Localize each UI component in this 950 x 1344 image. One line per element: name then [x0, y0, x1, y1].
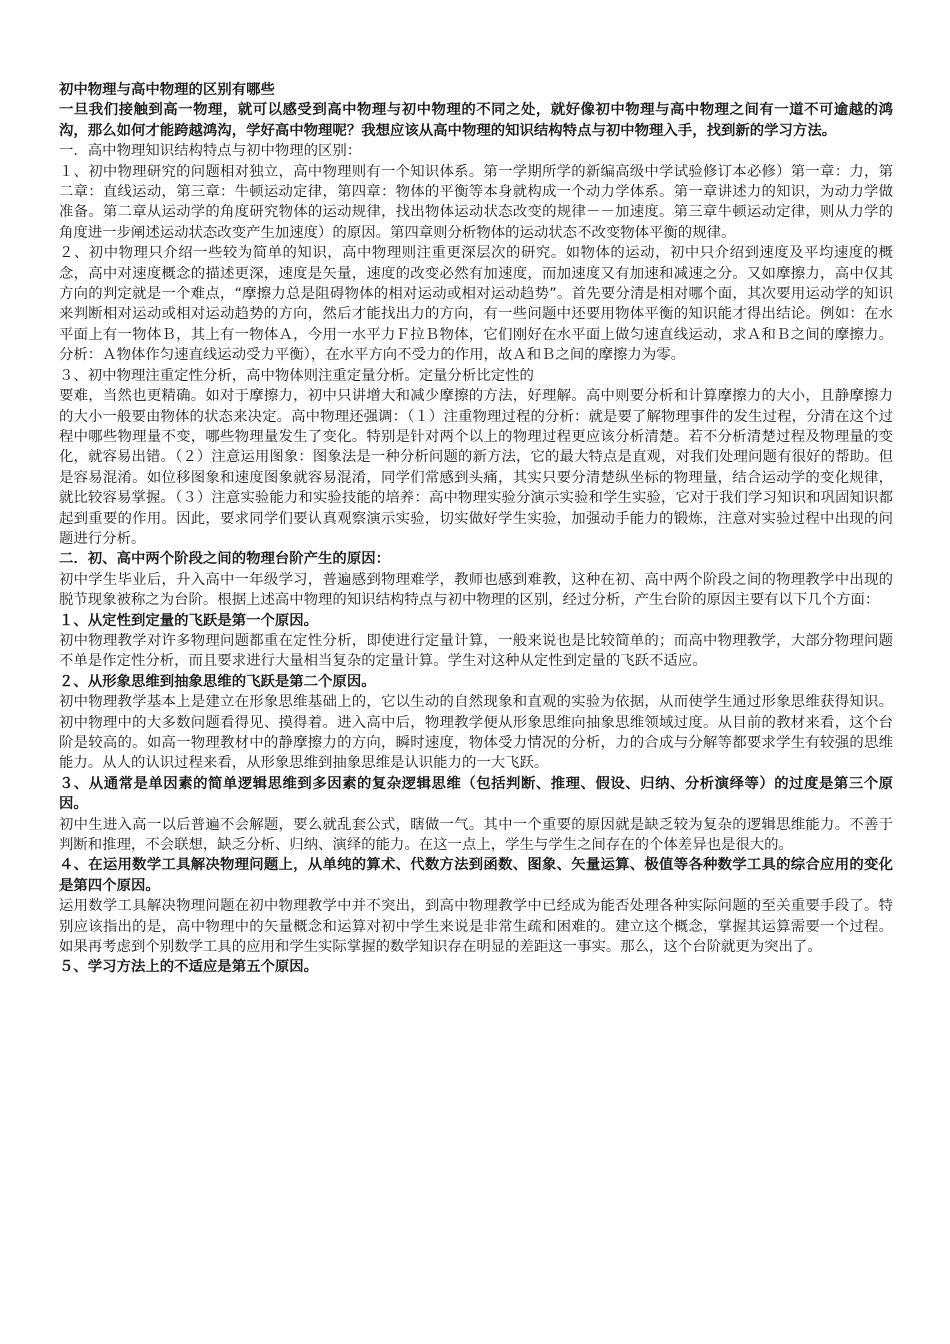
reason-2-heading: ２、从形象思维到抽象思维的飞跃是第二个原因。 — [59, 673, 376, 690]
reason-2-text: 初中物理教学基本上是建立在形象思维基础上的，它以生动的自然现象和直观的实验为依据，从而使学生通过形象思维获得知识。初中物理中的大多数问题看得见、摸得着。进入高中后，物理教学便从形象思维向抽象思维领域过度。从目前的教材来看，这个台阶是较高的。如高一物理教材中的静摩擦力的方向，瞬时速度，物体受力情况的分析，力的合成与分解等都要求学生有较强的思维能力。从人的认识过程来看，从形象思维到抽象思维是认识能力的一大飞跃。 — [59, 694, 893, 772]
reason-3-text: 初中生进入高一以后普遍不会解题，要么就乱套公式，瞎做一气。其中一个重要的原因就是缺乏较为复杂的逻辑思维能力。不善于判断和推理，不会联想，缺乏分析、归纳、演绎的能力。在这一点上，学生与学生之间存在的个体差异也是很大的。 — [59, 816, 893, 854]
section-1-point-1: １、初中物理研究的问题相对独立，高中物理则有一个知识体系。第一学期所学的新编高级中学试验修订本必修）第一章：力，第二章：直线运动，第三章：牛顿运动定律，第四章：物体的平衡等本身就构成一个动力学体系。第一章讲述力的知识，为动力学做准备。第二章从运动学的角度研究物体的运动规律，找出物体运动状态改变的规律－－加速度。第三章牛顿运动定律，则从力学的角度进一步阐述运动状态改变产生加速度）的原因。第四章则分析物体的运动状态不改变物体平衡的规律。 — [59, 163, 893, 241]
reason-1-text: 初中物理教学对许多物理问题都重在定性分析，即使进行定量计算，一般来说也是比较简单的；而高中物理教学，大部分物理问题不单是作定性分析，而且要求进行大量相当复杂的定量计算。学生对这种从定性到定量的飞跃不适应。 — [59, 632, 893, 670]
reason-3-heading: ３、从通常是单因素的简单逻辑思维到多因素的复杂逻辑思维（包括判断、推理、假设、归纳、分析演绎等）的过度是第三个原因。 — [59, 775, 893, 813]
section-1-point-3-lead: ３、初中物理注重定性分析，高中物体则注重定量分析。定量分析比定性的 — [59, 367, 534, 384]
document-title: 初中物理与高中物理的区别有哪些 — [59, 82, 275, 98]
section-1-point-2: ２、初中物理只介绍一些较为简单的知识，高中物理则注重更深层次的研究。如物体的运动，初中只介绍到速度及平均速度的概念，高中对速度概念的描述更深，速度是矢量，速度的改变必然有加速度，而加速度又有加速和减速之分。又如摩擦力，高中仅其方向的判定就是一个难点，“摩擦力总是阻碍物体的相对运动或相对运动趋势”。首先要分清是相对哪个面，其次要用运动学的知识来判断相对运动或相对运动趋势的方向，然后才能找出力的方向，有一些问题中还要用物体平衡的知识能才得出结论。例如：在水平面上有一物体Ｂ，其上有一物体Ａ，今用一水平力Ｆ拉Ｂ物体，它们刚好在水平面上做匀速直线运动，求Ａ和Ｂ之间的摩擦力。分析：Ａ物体作匀速直线运动受力平衡），在水平方向不受力的作用，故Ａ和Ｂ之间的摩擦力为零。 — [59, 245, 893, 364]
section-1-point-3-body: 要难，当然也更精确。如对于摩擦力，初中只讲增大和减少摩擦的方法，好理解。高中则要分析和计算摩擦力的大小，且静摩擦力的大小一般要由物体的状态来决定。高中物理还强调：（１）注重物理过程的分析：就是要了解物理事件的发生过程，分清在这个过程中哪些物理量不变，哪些物理量发生了变化。特别是针对两个以上的物理过程更应该分析清楚。若不分析清楚过程及物理量的变化，就容易出错。（２）注意运用图象：图象法是一种分析问题的新方法，它的最大特点是直观，对我们处理问题有很好的帮助。但是容易混淆。如位移图象和速度图象就容易混淆，同学们常感到头痛，其实只要分清楚纵坐标的物理量，结合运动学的变化规律，就比较容易掌握。（３）注意实验能力和实验技能的培养：高中物理实验分演示实验和学生实验，它对于我们学习知识和巩固知识都起到重要的作用。因此，要求同学们要认真观察演示实验，切实做好学生实验，加强动手能力的锻炼，注意对实验过程中出现的问题进行分析。 — [59, 388, 893, 547]
reason-5-heading: ５、学习方法上的不适应是第五个原因。 — [59, 959, 319, 976]
document-page — [59, 80, 893, 978]
section-1-heading: 一．高中物理知识结构特点与初中物理的区别： — [59, 143, 362, 160]
reason-4-heading: ４、在运用数学工具解决物理问题上，从单纯的算术、代数方法到函数、图象、矢量运算、极值等各种数学工具的综合应用的变化是第四个原因。 — [59, 857, 893, 894]
section-2-intro: 初中学生毕业后，升入高中一年级学习，普遍感到物理难学，教师也感到难教，这种在初、高中两个阶段之间的物理教学中出现的脱节现象被称之为台阶。根据上述高中物理的知识结构特点与初中物理的区别，经过分析，产生台阶的原因主要有以下几个方面： — [59, 571, 893, 609]
intro-paragraph: 一旦我们接触到高一物理，就可以感受到高中物理与初中物理的不同之处，就好像初中物理与高中物理之间有一道不可逾越的鸿沟，那么如何才能跨越鸿沟，学好高中物理呢？我想应该从高中物理的知识结构特点与初中物理入手，找到新的学习方法。 — [59, 102, 893, 139]
section-2-heading: 二．初、高中两个阶段之间的物理台阶产生的原因： — [59, 551, 390, 568]
reason-1-heading: １、从定性到定量的飞跃是第一个原因。 — [59, 612, 319, 629]
reason-4-text: 运用数学工具解决物理问题在初中物理教学中并不突出，到高中物理教学中已经成为能否处理各种实际问题的至关重要手段了。特别应该指出的是，高中物理中的矢量概念和运算对初中学生来说是非常生疏和困难的。建立这个概念，掌握其运算需要一个过程。如果再考虑到个别数学工具的应用和学生实际掌握的数学知识存在明显的差距这一事实。那么，这个台阶就更为突出了。 — [59, 898, 893, 956]
